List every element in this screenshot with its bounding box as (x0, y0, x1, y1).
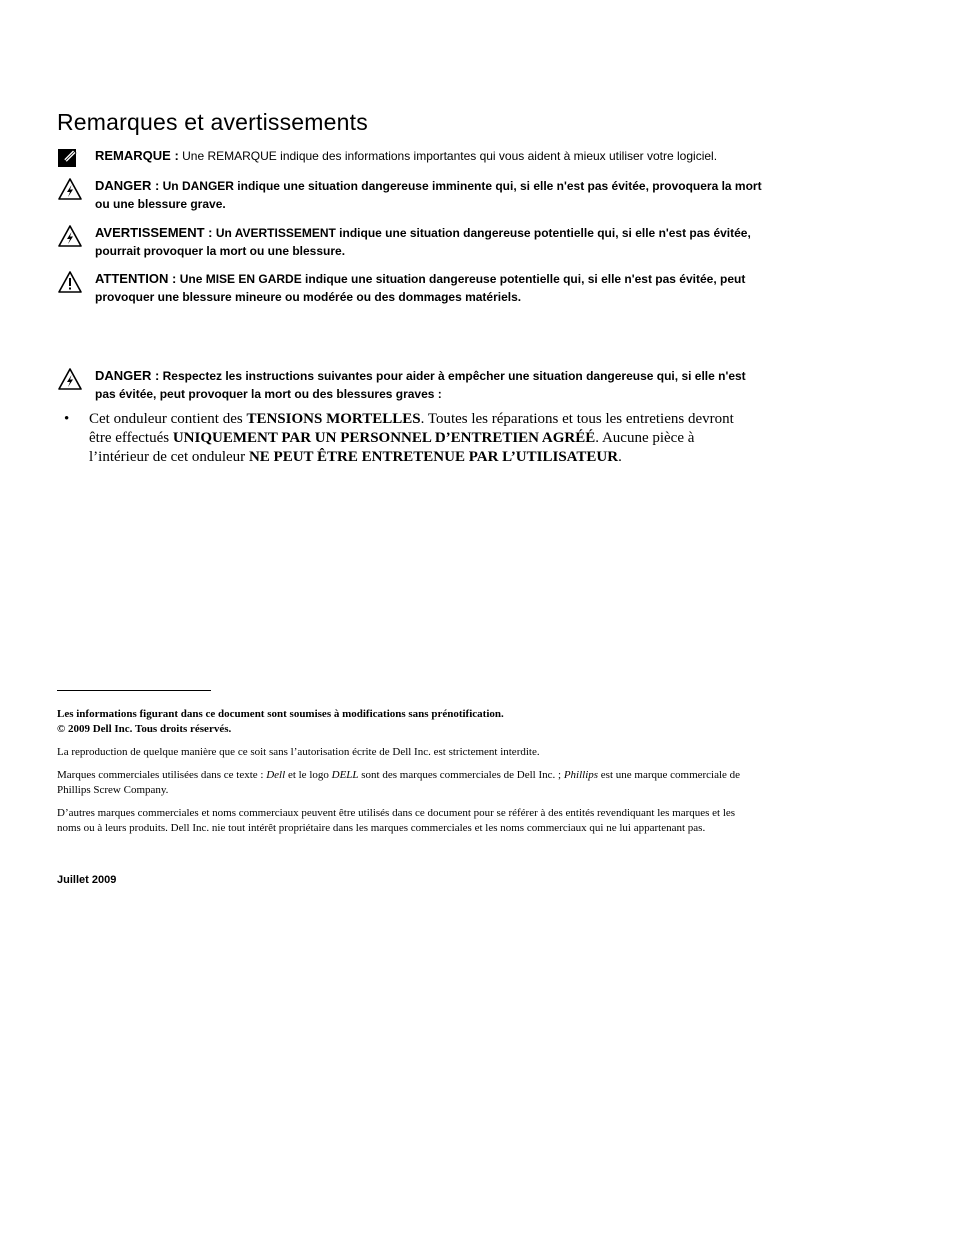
electrical-hazard-icon (57, 224, 83, 248)
emphasis-text: NE PEUT ÊTRE ENTRETENUE PAR L’UTILISATEUR (248, 449, 619, 466)
notice-label: ATTENTION : (95, 271, 177, 286)
page-title: Remarques et avertissements (57, 109, 368, 135)
text-run: . Toutes les réparations et tous les entretiens devront être effectués (89, 411, 734, 447)
text-run: sont des marques commerciales de Dell Inc. ; (358, 769, 564, 781)
note-pencil-icon (57, 147, 83, 171)
publication-date: Juillet 2009 (57, 874, 117, 886)
trademark-name: Phillips (563, 769, 599, 781)
reproduction-notice: La reproduction de quelque manière que ce soit sans l’autorisation écrite de Dell Inc. est strictement interdite. (57, 746, 540, 758)
text-run: et le logo (285, 769, 332, 781)
trademark-name: DELL (331, 769, 359, 781)
notice-text: Une MISE EN GARDE indique une situation dangereuse potentielle qui, si elle n'est pas évitée, peut provoquer une blessure mineure ou modérée ou des dommages matériels. (95, 272, 746, 304)
notice-text: Une REMARQUE indique des informations importantes qui vous aident à mieux utiliser votre logiciel. (182, 149, 718, 163)
danger-instructions-notice (57, 367, 767, 403)
caution-notice (57, 270, 767, 306)
trademarks-notice (57, 768, 757, 798)
ups-warning-bullet (64, 410, 744, 468)
notice-text: Un DANGER indique une situation dangereuse imminente qui, si elle n'est pas évitée, provoquera la mort ou une blessure grave. (95, 179, 762, 211)
text-run: est une marque commerciale de Phillips Screw Company. (57, 769, 741, 796)
info-notice: Les informations figurant dans ce document sont soumises à modifications sans prénotification. (57, 708, 504, 720)
text-run: . (618, 449, 622, 466)
text-run: Marques commerciales utilisées dans ce texte : (57, 769, 267, 781)
notice-label: REMARQUE : (95, 148, 179, 163)
emphasis-text: TENSIONS MORTELLES (246, 411, 421, 427)
note-notice (57, 147, 767, 165)
notice-label: DANGER : (95, 368, 160, 383)
danger-notice (57, 177, 767, 213)
emphasis-text: UNIQUEMENT PAR UN PERSONNEL D’ENTRETIEN AGRÉÉ (172, 430, 596, 447)
other-trademarks-notice: D’autres marques commerciales et noms commerciaux peuvent être utilisés dans ce document pour se référer à des entités revendiquant les marques et les noms ou à leurs produits. Dell Inc. nie tout intérêt propriétaire dans les marques commerciales et les noms commerciaux qui ne lui appartenant pas. (57, 807, 736, 834)
text-run: Cet onduleur contient des (89, 411, 247, 427)
notice-text: Respectez les instructions suivantes pour aider à empêcher une situation dangereuse qui, si elle n'est pas évitée, peut provoquer la mort ou des blessures graves : (95, 369, 746, 401)
notice-label: AVERTISSEMENT : (95, 225, 213, 240)
bullet-text (89, 410, 744, 468)
bullet-marker: • (64, 411, 70, 427)
footnote-divider (57, 690, 211, 691)
text-run: . Aucune pièce à l’intérieur de cet onduleur (89, 430, 695, 466)
electrical-hazard-icon (57, 177, 83, 201)
warning-notice (57, 224, 767, 260)
notice-label: DANGER : (95, 178, 160, 193)
electrical-hazard-icon (57, 367, 83, 391)
caution-exclamation-icon (57, 270, 83, 294)
trademark-name: Dell (266, 769, 286, 781)
copyright: © 2009 Dell Inc. Tous droits réservés. (57, 723, 232, 735)
notice-text: Un AVERTISSEMENT indique une situation dangereuse potentielle qui, si elle n'est pas évitée, pourrait provoquer la mort ou une blessure. (95, 226, 751, 258)
